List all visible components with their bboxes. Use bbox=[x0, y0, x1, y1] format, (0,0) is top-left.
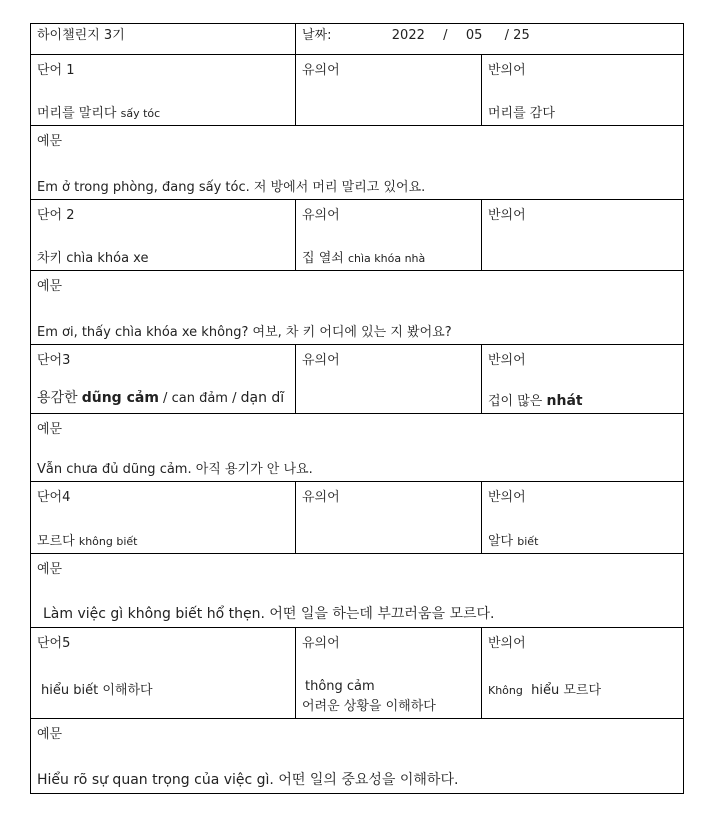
word-vietnamese: chìa khóa xe bbox=[66, 251, 149, 266]
example-cell-1 bbox=[31, 126, 684, 200]
word-vietnamese: sấy tóc bbox=[120, 107, 161, 120]
synonym-vietnamese: thông cảm bbox=[305, 679, 375, 694]
example-row-4 bbox=[31, 554, 684, 628]
synonym-vietnamese: chìa khóa nhà bbox=[347, 252, 426, 265]
example-label: 예문 bbox=[37, 727, 63, 742]
word-separator: / bbox=[163, 391, 168, 406]
worksheet-title: 하이챌린지 3기 bbox=[37, 28, 125, 43]
example-sentence: Em ơi, thấy chìa khóa xe không? 여보, 차 키 어디에 있는 지 봤어요? bbox=[37, 325, 452, 340]
example-label: 예문 bbox=[37, 134, 63, 149]
synonym-korean: 집 열쇠 bbox=[302, 251, 344, 266]
date-cell bbox=[296, 24, 684, 55]
example-cell-2 bbox=[31, 271, 684, 345]
example-row-5 bbox=[31, 719, 684, 794]
synonym-label: 유의어 bbox=[302, 63, 340, 78]
example-row-3 bbox=[31, 414, 684, 482]
antonym-label: 반의어 bbox=[488, 490, 526, 505]
word-vietnamese-b: can đảm bbox=[171, 391, 228, 406]
synonym-label: 유의어 bbox=[302, 636, 340, 651]
antonym-vietnamese-a: Không bbox=[488, 684, 523, 697]
synonym-label: 유의어 bbox=[302, 353, 340, 368]
date-year: 2022 bbox=[391, 28, 425, 43]
synonym-cell-1 bbox=[296, 55, 482, 126]
vocab-table bbox=[30, 23, 684, 794]
antonym-label: 반의어 bbox=[488, 63, 526, 78]
antonym-label: 반의어 bbox=[488, 353, 526, 368]
word-separator: / bbox=[232, 391, 237, 406]
word-korean: 용감한 bbox=[37, 390, 78, 406]
word-cell-5 bbox=[31, 628, 296, 719]
example-row-1 bbox=[31, 126, 684, 200]
word-value bbox=[37, 102, 160, 121]
antonym-label: 반의어 bbox=[488, 208, 526, 223]
synonym-value bbox=[302, 247, 425, 266]
word-row-5 bbox=[31, 628, 684, 719]
example-cell-5 bbox=[31, 719, 684, 794]
word-label: 단어 1 bbox=[37, 63, 75, 78]
word-cell-4 bbox=[31, 482, 296, 554]
vocabulary-worksheet bbox=[30, 23, 683, 796]
example-cell-4 bbox=[31, 554, 684, 628]
antonym-korean: 머리를 감다 bbox=[488, 106, 555, 121]
word-value bbox=[37, 247, 148, 266]
header-row bbox=[31, 24, 684, 55]
word-value bbox=[41, 679, 153, 698]
example-label: 예문 bbox=[37, 562, 63, 577]
antonym-cell-1 bbox=[482, 55, 684, 126]
antonym-vietnamese-b: hiểu bbox=[531, 683, 560, 698]
example-label: 예문 bbox=[37, 279, 63, 294]
date-month: 05 bbox=[465, 28, 483, 43]
date-separator: / bbox=[443, 28, 448, 43]
antonym-cell-3 bbox=[482, 345, 684, 414]
antonym-value bbox=[488, 679, 601, 698]
synonym-cell-5 bbox=[296, 628, 482, 719]
antonym-cell-4 bbox=[482, 482, 684, 554]
word-cell-1 bbox=[31, 55, 296, 126]
antonym-cell-5 bbox=[482, 628, 684, 719]
antonym-value bbox=[488, 530, 538, 549]
date-day: / 25 bbox=[504, 28, 530, 43]
word-korean: 차키 bbox=[37, 251, 63, 266]
synonym-korean: 어려운 상황을 이해하다 bbox=[302, 699, 436, 714]
antonym-cell-2 bbox=[482, 200, 684, 271]
word-row-4 bbox=[31, 482, 684, 554]
word-vietnamese-c: dạn dĩ bbox=[240, 390, 285, 406]
synonym-label: 유의어 bbox=[302, 490, 340, 505]
word-label: 단어5 bbox=[37, 636, 71, 651]
example-label: 예문 bbox=[37, 422, 63, 437]
example-row-2 bbox=[31, 271, 684, 345]
synonym-cell-2 bbox=[296, 200, 482, 271]
word-korean: 머리를 말리다 bbox=[37, 106, 117, 121]
word-korean: 모르다 bbox=[37, 534, 75, 549]
word-label: 단어3 bbox=[37, 353, 71, 368]
antonym-korean: 겁이 많은 bbox=[488, 394, 543, 409]
word-korean: 이해하다 bbox=[102, 683, 153, 698]
example-sentence: Vẫn chưa đủ dũng cảm. 아직 용기가 안 나요. bbox=[37, 462, 313, 477]
example-sentence: Em ở trong phòng, đang sấy tóc. 저 방에서 머리 말리고 있어요. bbox=[37, 180, 426, 195]
word-row-1 bbox=[31, 55, 684, 126]
title-cell bbox=[31, 24, 296, 55]
example-cell-3 bbox=[31, 414, 684, 482]
word-label: 단어 2 bbox=[37, 208, 75, 223]
word-vietnamese-a: dũng cảm bbox=[81, 390, 159, 406]
example-sentence: Làm việc gì không biết hổ thẹn. 어떤 일을 하는데 부끄러움을 모르다. bbox=[43, 606, 495, 622]
synonym-label: 유의어 bbox=[302, 208, 340, 223]
antonym-vietnamese: biết bbox=[517, 535, 539, 548]
word-label: 단어4 bbox=[37, 490, 71, 505]
word-row-2 bbox=[31, 200, 684, 271]
antonym-value bbox=[488, 390, 583, 409]
word-row-3 bbox=[31, 345, 684, 414]
antonym-korean: 알다 bbox=[488, 534, 514, 549]
date-label: 날짜: bbox=[302, 28, 332, 43]
synonym-cell-4 bbox=[296, 482, 482, 554]
antonym-korean: 모르다 bbox=[563, 683, 602, 698]
word-value bbox=[37, 387, 284, 407]
word-value bbox=[37, 530, 137, 549]
example-sentence: Hiểu rõ sự quan trọng của việc gì. 어떤 일의 중요성을 이해하다. bbox=[37, 772, 459, 788]
word-vietnamese: hiểu biết bbox=[41, 683, 99, 698]
antonym-label: 반의어 bbox=[488, 636, 526, 651]
synonym-cell-3 bbox=[296, 345, 482, 414]
word-cell-2 bbox=[31, 200, 296, 271]
word-vietnamese: không biết bbox=[78, 535, 138, 548]
antonym-vietnamese: nhát bbox=[546, 393, 583, 409]
word-cell-3 bbox=[31, 345, 296, 414]
